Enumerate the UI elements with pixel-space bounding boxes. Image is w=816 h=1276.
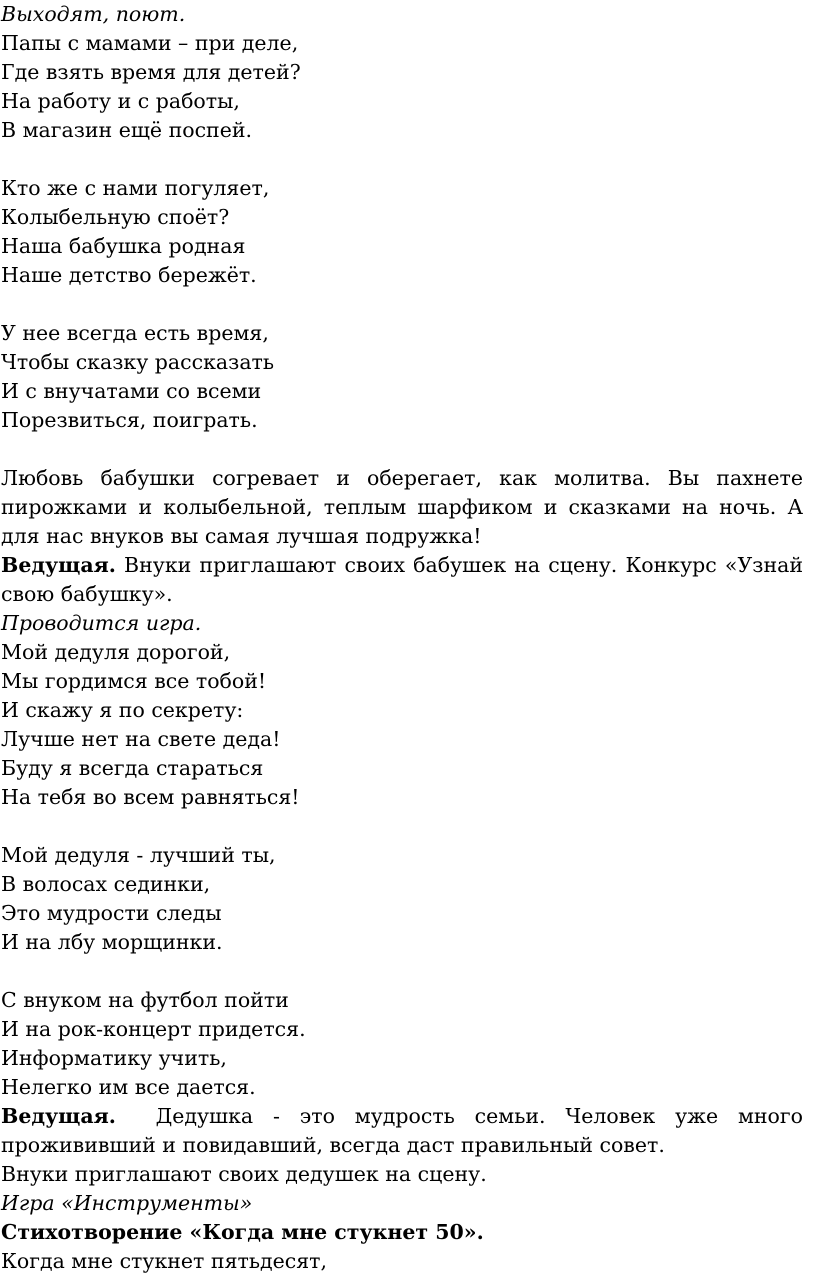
host-label: Ведущая. bbox=[1, 553, 116, 577]
verse-line: Наше детство бережёт. bbox=[1, 263, 257, 287]
verse-line: На тебя во всем равняться! bbox=[1, 785, 300, 809]
verse-line: И с внучатами со всеми bbox=[1, 379, 262, 403]
verse-line: Наша бабушка родная bbox=[1, 234, 246, 258]
verse-line: В магазин ещё поспей. bbox=[1, 118, 253, 142]
stage-direction: Проводится игра. bbox=[1, 611, 202, 635]
verse-line: Колыбельную споёт? bbox=[1, 205, 230, 229]
verse-line: Это мудрости следы bbox=[1, 901, 222, 925]
verse-line: Порезвиться, поиграть. bbox=[1, 408, 258, 432]
host-text: Внуки приглашают своих бабушек на сцену. Конкурс «Узнай свою бабушку». bbox=[1, 553, 803, 606]
stanza-5 bbox=[1, 841, 803, 957]
stanza-4 bbox=[1, 638, 803, 812]
verse-line: Нелегко им все дается. bbox=[1, 1075, 256, 1099]
stanza-3 bbox=[1, 319, 803, 435]
verse-line: На работу и с работы, bbox=[1, 89, 240, 113]
verse-line: И на рок-концерт придется. bbox=[1, 1017, 306, 1041]
host-label: Ведущая. bbox=[1, 1104, 116, 1128]
poem-title: Стихотворение «Когда мне стукнет 50». bbox=[1, 1220, 484, 1244]
stage-direction: Игра «Инструменты» bbox=[1, 1191, 253, 1215]
verse-line: Информатику учить, bbox=[1, 1046, 227, 1070]
blank-line bbox=[1, 290, 803, 319]
blank-line bbox=[1, 812, 803, 841]
verse-line: С внуком на футбол пойти bbox=[1, 988, 289, 1012]
host-text: Дедушка - это мудрость семьи. Человек уже много прожививший и повидавший, всегда даст правильный совет. bbox=[1, 1104, 810, 1157]
verse-line: И скажу я по секрету: bbox=[1, 698, 244, 722]
verse-line: У нее всегда есть время, bbox=[1, 321, 269, 345]
verse-line: Мы гордимся все тобой! bbox=[1, 669, 267, 693]
host-remark-1 bbox=[1, 551, 803, 609]
stanza-2 bbox=[1, 174, 803, 290]
verse-line: Когда мне стукнет пятьдесят, bbox=[1, 1249, 328, 1273]
blank-line bbox=[1, 435, 803, 464]
verse-line: В волосах сединки, bbox=[1, 872, 211, 896]
verse-line: Лучше нет на свете деда! bbox=[1, 727, 281, 751]
verse-line: Кто же с нами погуляет, bbox=[1, 176, 270, 200]
verse-line: Папы с мамами – при деле, bbox=[1, 31, 299, 55]
verse-line: Где взять время для детей? bbox=[1, 60, 301, 84]
verse-line: И на лбу морщинки. bbox=[1, 930, 223, 954]
stage-direction: Выходят, поют. bbox=[1, 2, 186, 26]
verse-line: Мой дедуля - лучший ты, bbox=[1, 843, 276, 867]
blank-line bbox=[1, 145, 803, 174]
verse-line: Чтобы сказку рассказать bbox=[1, 350, 275, 374]
host-remark-2 bbox=[1, 1102, 810, 1160]
invite-line: Внуки приглашают своих дедушек на сцену. bbox=[1, 1162, 487, 1186]
blank-line bbox=[1, 957, 803, 986]
stanza-6 bbox=[1, 986, 803, 1102]
grandma-paragraph: Любовь бабушки согревает и оберегает, как молитва. Вы пахнете пирожками и колыбельной, теплым шарфиком и сказками на ночь. А для нас внуков вы самая лучшая подружка! bbox=[1, 466, 803, 548]
stanza-1 bbox=[1, 29, 803, 145]
verse-line: Буду я всегда стараться bbox=[1, 756, 264, 780]
verse-line: Мой дедуля дорогой, bbox=[1, 640, 231, 664]
